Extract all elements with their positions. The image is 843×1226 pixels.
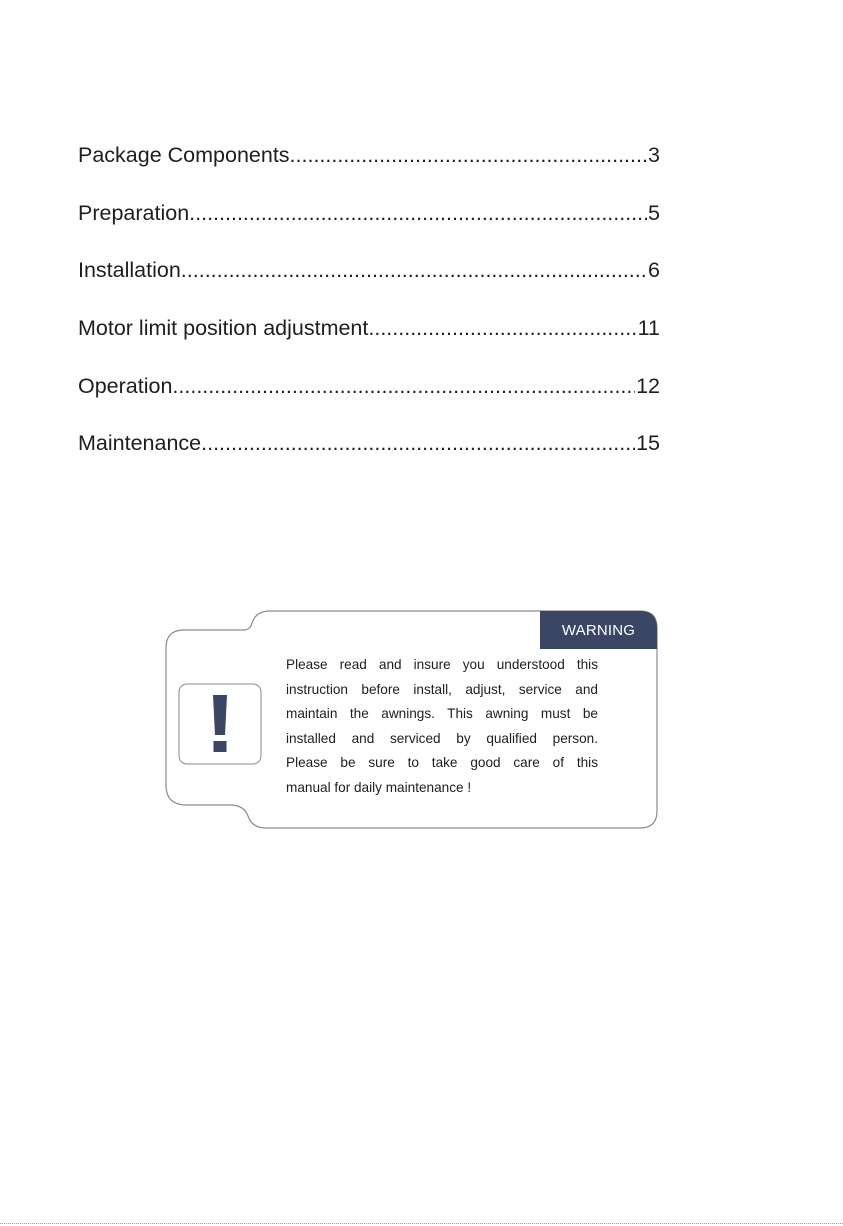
toc-entry-maintenance[interactable] (78, 431, 660, 470)
toc-entry-title: Maintenance (78, 431, 202, 456)
toc-entry-page: 3 (648, 143, 660, 167)
toc-entry-installation[interactable] (78, 258, 660, 297)
page-edge-divider (0, 1223, 843, 1224)
toc-entry-title: Motor limit position adjustment (78, 316, 369, 341)
toc-dot-leader (189, 201, 647, 226)
toc-entry-motor-limit[interactable] (78, 316, 660, 355)
toc-entry-page: 12 (636, 373, 660, 398)
toc-entry-title: Operation (78, 373, 173, 398)
exclamation-icon (178, 683, 262, 765)
warning-line: maintain the awnings. This awning must be (286, 706, 598, 722)
warning-label: WARNING (561, 621, 636, 639)
toc-entry-preparation[interactable] (78, 201, 660, 240)
toc-entry-package-components[interactable] (78, 143, 660, 182)
toc-entry-page: 15 (636, 431, 660, 456)
toc-dot-leader (201, 431, 635, 456)
toc-dot-leader (181, 258, 647, 283)
warning-message (286, 653, 598, 801)
warning-notice (162, 608, 660, 831)
warning-line: instruction before install, adjust, service and (286, 681, 598, 697)
toc-dot-leader (290, 143, 647, 168)
toc-entry-operation[interactable] (78, 374, 660, 413)
toc-entry-title: Preparation (78, 200, 190, 225)
warning-line: Please read and insure you understood this (286, 657, 598, 672)
toc-entry-title: Installation (78, 258, 181, 283)
toc-dot-leader (368, 316, 636, 341)
toc-entry-page: 11 (637, 316, 660, 341)
toc-entry-page: 6 (648, 258, 660, 283)
toc-entry-page: 5 (648, 200, 660, 225)
warning-line: installed and serviced by qualified person. (286, 730, 598, 746)
warning-line: manual for daily maintenance ! (286, 779, 472, 795)
toc-dot-leader (172, 374, 635, 399)
toc-entry-title: Package Components (78, 143, 290, 167)
table-of-contents (78, 143, 660, 489)
warning-line: Please be sure to take good care of this (286, 755, 598, 771)
